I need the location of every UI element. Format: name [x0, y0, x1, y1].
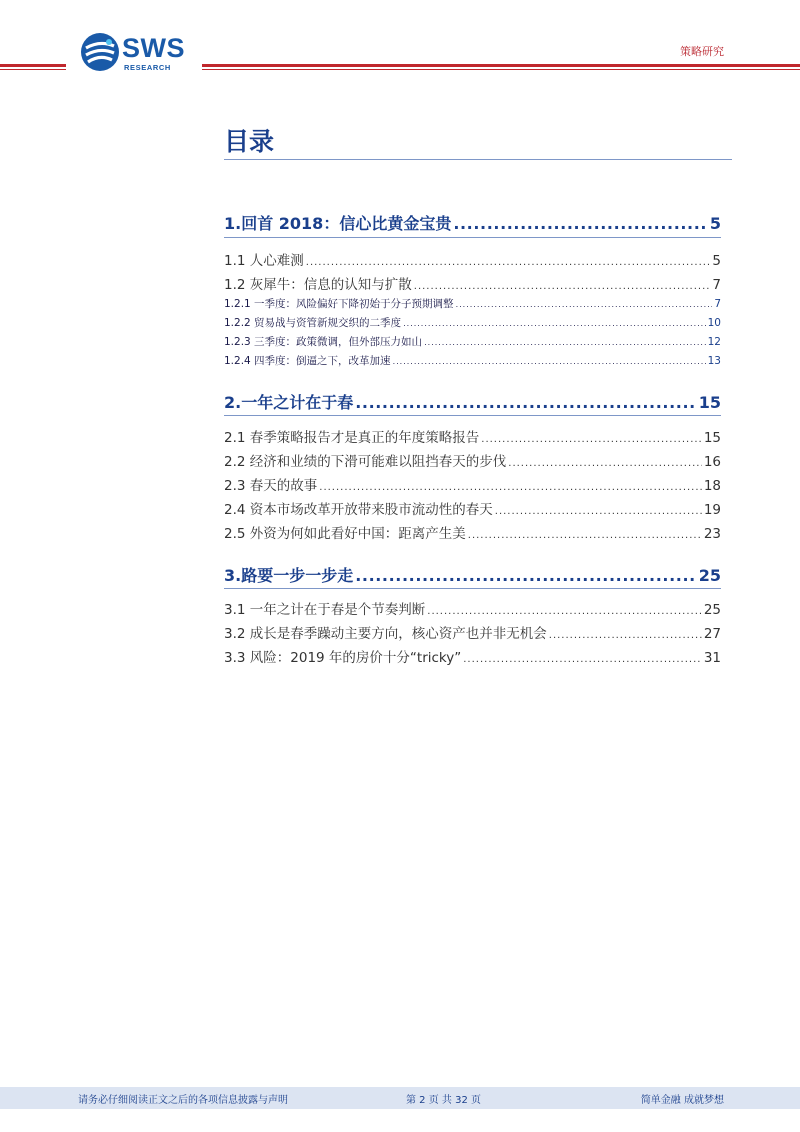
- toc-entry[interactable]: [224, 474, 721, 494]
- toc-entry[interactable]: [224, 390, 721, 413]
- toc-entry-page: 18: [703, 478, 721, 494]
- toc-leader: [481, 434, 702, 445]
- section-divider: [224, 588, 721, 589]
- toc-entry[interactable]: [224, 334, 721, 349]
- toc-entry-label: 2.4 资本市场改革开放带来股市流动性的春天: [224, 502, 493, 518]
- toc-entry-page: 7: [712, 277, 721, 293]
- toc-leader: [453, 214, 708, 233]
- toc-entry-label: 1.2.3 三季度：政策微调，但外部压力如山: [224, 336, 423, 348]
- toc-leader: [508, 458, 702, 469]
- toc-entry-page: 25: [703, 602, 721, 618]
- toc-entry-page: 5: [712, 253, 721, 269]
- toc-entry[interactable]: [224, 622, 721, 642]
- toc-entry-page: 13: [707, 355, 721, 367]
- toc-entry[interactable]: [224, 211, 721, 234]
- toc-leader: [424, 338, 706, 347]
- toc-leader: [549, 630, 702, 641]
- toc-leader: [463, 654, 702, 665]
- toc-entry[interactable]: [224, 563, 721, 586]
- sws-logo: [80, 32, 190, 76]
- toc-title: 目录: [224, 127, 275, 156]
- section-divider: [224, 415, 721, 416]
- toc-entry-page: 15: [703, 430, 721, 446]
- toc-entry-label: 2.1 春季策略报告才是真正的年度策略报告: [224, 430, 480, 446]
- toc-leader: [355, 566, 697, 585]
- toc-entry[interactable]: [224, 249, 721, 269]
- toc-entry[interactable]: [224, 273, 721, 293]
- toc-entry-page: 5: [709, 214, 721, 233]
- toc-entry[interactable]: [224, 296, 721, 311]
- toc-entry-page: 27: [703, 626, 721, 642]
- toc-leader: [393, 357, 706, 366]
- header-rule-left: [0, 64, 66, 67]
- toc-entry-page: 10: [707, 317, 721, 329]
- toc-entry-page: 16: [703, 454, 721, 470]
- toc-leader: [456, 300, 713, 309]
- logo-sub-text: RESEARCH: [124, 63, 171, 72]
- toc-entry-page: 12: [707, 336, 721, 348]
- toc-leader: [468, 530, 702, 541]
- toc-entry-label: 1.2 灰犀牛：信息的认知与扩散: [224, 277, 412, 293]
- footer-disclaimer: 请务必仔细阅读正文之后的各项信息披露与声明: [78, 1095, 288, 1106]
- toc-entry-label: 1.2.4 四季度：倒逼之下，改革加速: [224, 355, 391, 367]
- footer-page-info: 第 2 页 共 32 页: [406, 1095, 481, 1106]
- toc-leader: [319, 482, 702, 493]
- toc-entry[interactable]: [224, 353, 721, 368]
- toc-entry-label: 1.2.2 贸易战与资管新规交织的二季度: [224, 317, 402, 329]
- toc-entry-label: 3.1 一年之计在于春是个节奏判断: [224, 602, 426, 618]
- toc-entry-page: 23: [703, 526, 721, 542]
- header-rule-left-thin: [0, 69, 66, 70]
- toc-entry-label: 1.2.1 一季度：风险偏好下降初始于分子预期调整: [224, 298, 454, 310]
- toc-entry[interactable]: [224, 315, 721, 330]
- toc-leader: [403, 319, 706, 328]
- toc-entry[interactable]: [224, 522, 721, 542]
- toc-entry[interactable]: [224, 646, 721, 666]
- toc-leader: [427, 606, 702, 617]
- toc-entry-label: 1.回首 2018：信心比黄金宝贵: [224, 214, 452, 233]
- toc-entry-label: 2.3 春天的故事: [224, 478, 318, 494]
- toc-leader: [414, 281, 711, 292]
- toc-entry-label: 2.一年之计在于春: [224, 393, 354, 412]
- toc-entry-page: 25: [698, 566, 721, 585]
- toc-entry[interactable]: [224, 450, 721, 470]
- section-divider: [224, 237, 721, 238]
- toc-entry[interactable]: [224, 498, 721, 518]
- toc-entry-page: 31: [703, 650, 721, 666]
- toc-entry-label: 3.2 成长是春季躁动主要方向，核心资产也并非无机会: [224, 626, 547, 642]
- toc-entry-label: 3.路要一步一步走: [224, 566, 354, 585]
- title-divider: [224, 159, 732, 160]
- toc-entry-label: 2.2 经济和业绩的下滑可能难以阻挡春天的步伐: [224, 454, 507, 470]
- toc-leader: [495, 506, 702, 517]
- footer-slogan: 简单金融 成就梦想: [640, 1095, 724, 1106]
- toc-leader: [306, 257, 711, 268]
- toc-entry-page: 19: [703, 502, 721, 518]
- toc-entry-page: 7: [714, 298, 721, 310]
- sws-logo-mark-icon: [80, 32, 120, 72]
- toc-entry-label: 3.3 风险：2019 年的房价十分“tricky”: [224, 650, 462, 666]
- toc-entry-label: 1.1 人心难测: [224, 253, 304, 269]
- toc-entry-page: 15: [698, 393, 721, 412]
- toc-entry[interactable]: [224, 426, 721, 446]
- logo-brand-text: SWS: [122, 33, 186, 63]
- toc-leader: [355, 393, 697, 412]
- header-rule-right-thin: [202, 69, 800, 70]
- toc-entry[interactable]: [224, 598, 721, 618]
- header-section-label: 策略研究: [680, 45, 724, 58]
- header-rule-right: [202, 64, 800, 67]
- toc-entry-label: 2.5 外资为何如此看好中国：距离产生美: [224, 526, 466, 542]
